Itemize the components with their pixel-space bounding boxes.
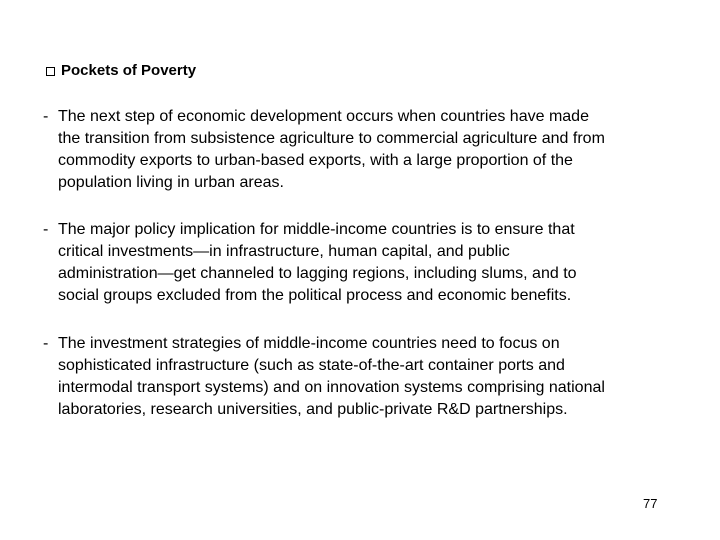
paragraph-line: The next step of economic development occurs when countries have made [58,108,589,125]
paragraph-line: social groups excluded from the political process and economic benefits. [58,287,572,304]
bullet-paragraph-3 [43,333,683,421]
slide-heading [46,61,196,81]
paragraph-line: The major policy implication for middle-income countries is to ensure that [58,221,575,238]
paragraph-line: laboratories, research universities, and public-private R&D partnerships. [58,401,568,418]
paragraph-line: population living in urban areas. [58,174,284,191]
paragraph-line: administration—get channeled to lagging regions, including slums, and to [58,265,577,282]
paragraph-line: The investment strategies of middle-income countries need to focus on [58,335,560,352]
paragraph-line: sophisticated infrastructure (such as state-of-the-art container ports and [58,357,565,374]
checkbox-bullet-icon [46,67,55,76]
dash-marker: - [43,335,49,352]
bullet-paragraph-2 [43,219,683,307]
paragraph-line: intermodal transport systems) and on innovation systems comprising national [58,379,605,396]
bullet-paragraph-1 [43,106,683,194]
paragraph-line: critical investments—in infrastructure, human capital, and public [58,243,510,260]
paragraph-line: the transition from subsistence agriculture to commercial agriculture and from [58,130,605,147]
paragraph-line: commodity exports to urban-based exports, with a large proportion of the [58,152,573,169]
page-number: 77 [643,496,658,511]
heading-text: Pockets of Poverty [61,62,197,79]
dash-marker: - [43,108,49,125]
dash-marker: - [43,221,49,238]
